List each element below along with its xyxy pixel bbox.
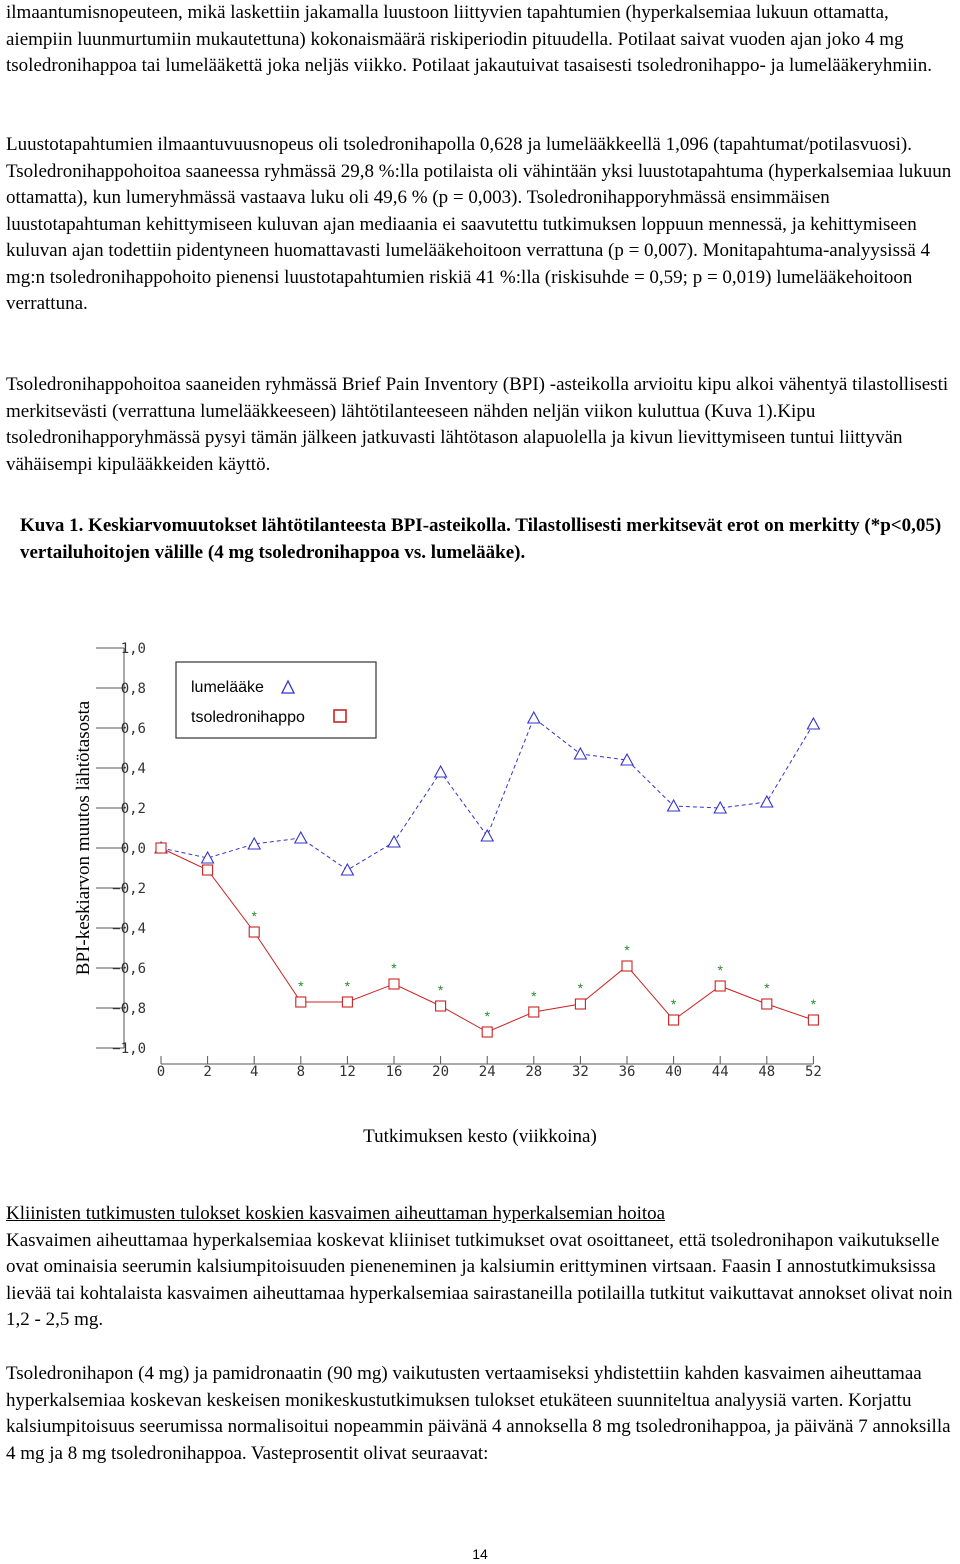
- x-axis-label: Tutkimuksen kesto (viikkoina): [363, 1126, 597, 1147]
- x-tick-label: 32: [571, 1064, 589, 1080]
- significance-asterisk: *: [484, 1008, 490, 1024]
- significance-asterisk: *: [670, 996, 677, 1012]
- x-tick-label: 36: [618, 1064, 636, 1080]
- y-tick-label: −0,2: [112, 881, 146, 897]
- point-lumelaake: [761, 796, 773, 807]
- clinical-section: [6, 1201, 956, 1334]
- point-lumelaake: [341, 864, 353, 875]
- x-tick-label: 40: [665, 1064, 683, 1080]
- x-tick-label: 52: [804, 1064, 822, 1080]
- x-tick-label: 28: [525, 1064, 543, 1080]
- point-lumelaake: [435, 766, 447, 777]
- y-tick-label: 1,0: [120, 641, 146, 657]
- x-tick-label: 4: [249, 1064, 259, 1080]
- series-line-tsoledronihappo: [161, 848, 813, 1032]
- point-tsoledronihappo: [622, 961, 632, 971]
- point-tsoledronihappo: [482, 1027, 492, 1037]
- point-lumelaake: [481, 830, 493, 841]
- point-tsoledronihappo: [156, 843, 166, 853]
- y-tick-label: −0,6: [112, 961, 146, 977]
- page-number: 14: [472, 1546, 488, 1562]
- bpi-chart: [0, 620, 960, 1160]
- significance-asterisk: *: [810, 996, 817, 1012]
- significance-asterisk: *: [531, 988, 537, 1004]
- y-tick-label: 0,8: [120, 681, 146, 697]
- point-tsoledronihappo: [249, 927, 259, 937]
- point-tsoledronihappo: [436, 1001, 446, 1011]
- point-lumelaake: [807, 718, 819, 729]
- clinical-heading: Kliinisten tutkimusten tulokset koskien kasvaimen aiheuttaman hyperkalsemian hoitoa: [6, 1203, 666, 1224]
- y-tick-label: 0,2: [120, 801, 146, 817]
- y-axis-label: BPI-keskiarvon muutos lähtötasosta: [73, 700, 94, 976]
- x-tick-label: 0: [156, 1064, 166, 1080]
- skeletal-events-paragraph: Luustotapahtumien ilmaantuvuusnopeus oli tsoledronihapolla 0,628 ja lumelääkkeellä 1,096 (tapahtumat/potilasvuosi). Tsoledronihappohoitoa saaneessa ryhmässä 29,8 %:lla potilaista oli vähintään yksi luustotapahtuma (hyperkalsemiaa lukuun ottamatta), kun lumeryhmässä vastaava luku oli 49,6 % (p = 0,003). Tsoledronihapporyhmässä ensimmäisen luustotapahtuman kehittymiseen kuluvan ajan mediaania ei saavutettu tutkimuksen loppuun mennessä, ja kehittymiseen kuluvan ajan todettiin pidentyneen huomattavasti lumelääkehoitoon verrattuna (p = 0,007). Monitapahtuma-analyysissä 4 mg:n tsoledronihappohoito pienensi luustotapahtumien riskiä 41 %:lla (riskisuhde = 0,59; p = 0,019) lumelääkehoitoon verrattuna.: [6, 134, 952, 314]
- y-tick-label: −0,4: [112, 921, 146, 937]
- point-tsoledronihappo: [715, 981, 725, 991]
- x-tick-label: 12: [338, 1064, 356, 1080]
- y-tick-label: −0,8: [112, 1001, 146, 1017]
- x-tick-label: 24: [478, 1064, 496, 1080]
- significance-asterisk: *: [298, 978, 304, 994]
- y-tick-label: 0,6: [120, 721, 146, 737]
- point-lumelaake: [295, 832, 307, 843]
- point-tsoledronihappo: [342, 997, 352, 1007]
- significance-asterisk: *: [717, 962, 723, 978]
- x-tick-label: 48: [758, 1064, 776, 1080]
- x-tick-label: 44: [711, 1064, 729, 1080]
- point-tsoledronihappo: [296, 997, 306, 1007]
- significance-asterisk: *: [251, 908, 257, 924]
- significance-asterisk: *: [764, 980, 770, 996]
- point-tsoledronihappo: [762, 999, 772, 1009]
- x-tick-label: 8: [296, 1064, 306, 1080]
- y-tick-label: 0,0: [120, 841, 146, 857]
- intro-paragraph: ilmaantumisnopeuteen, mikä laskettiin jakamalla luustoon liittyvien tapahtumien (hyperkalsemiaa lukuun ottamatta, aiempiin luunmurtumiin mukautettuna) kokonaismäärä riskiperiodin pituudella. Potilaat saivat vuoden ajan joko 4 mg tsoledronihappoa tai lumelääkettä joka neljäs viikko. Potilaat jakautuivat tasaisesti tsoledronihappo- ja lumelääkeryhmiin.: [6, 2, 932, 76]
- x-tick-label: 2: [203, 1064, 212, 1080]
- legend-box: [176, 662, 376, 738]
- comparison-paragraph: Tsoledronihapon (4 mg) ja pamidronaatin (90 mg) vaikutusten vertaamiseksi yhdistettiin kahden kasvaimen aiheuttamaa hyperkalsemiaa koskevan keskeisen monikeskustutkimuksen tulokset etukäteen suunniteltua analyysiä varten. Korjattu kalsiumpitoisuus seerumissa normalisoitui nopeammin päivänä 4 annoksella 8 mg tsoledronihappoa, ja päivänä 7 annoksilla 4 mg ja 8 mg tsoledronihappoa. Vasteprosentit olivat seuraavat:: [6, 1363, 951, 1464]
- legend-label-lumelaake: lumelääke: [191, 679, 264, 696]
- legend-square-icon: [334, 710, 346, 722]
- significance-asterisk: *: [344, 978, 351, 994]
- y-tick-label: 0,4: [120, 761, 146, 777]
- clinical-paragraph: Kasvaimen aiheuttamaa hyperkalsemiaa koskevat kliiniset tutkimukset ovat osoittaneet, että tsoledronihapon vaikutukselle ovat ominaisia seerumin kalsiumpitoisuuden pieneneminen ja kalsiumin erittyminen virtsaan. Faasin I annostutkimuksissa lievää tai kohtalaista kasvaimen aiheuttamaa hyperkalsemiaa sairastaneilla potilailla tutkitut vaikuttavat annokset olivat noin 1,2 - 2,5 mg.: [6, 1229, 953, 1330]
- point-lumelaake: [574, 748, 586, 759]
- point-tsoledronihappo: [389, 979, 399, 989]
- point-tsoledronihappo: [203, 865, 213, 875]
- x-tick-label: 20: [432, 1064, 450, 1080]
- x-tick-label: 16: [385, 1064, 403, 1080]
- point-lumelaake: [388, 836, 400, 847]
- point-tsoledronihappo: [808, 1015, 818, 1025]
- significance-asterisk: *: [624, 942, 630, 958]
- significance-asterisk: *: [391, 960, 397, 976]
- point-tsoledronihappo: [669, 1015, 679, 1025]
- point-tsoledronihappo: [529, 1007, 539, 1017]
- bpi-paragraph: Tsoledronihappohoitoa saaneiden ryhmässä Brief Pain Inventory (BPI) -asteikolla arvioitu kipu alkoi vähentyä tilastollisesti merkitsevästi (verrattuna lumelääkkeeseen) lähtötilanteeseen nähden neljän viikon kuluttua (Kuva 1).Kipu tsoledronihapporyhmässä pysyi tämän jälkeen jatkuvasti lähtötason alapuolella ja kivun lievittymiseen tuntui liittyvän vähäisempi kipulääkkeiden käyttö.: [6, 374, 949, 475]
- legend-label-tsoledronihappo: tsoledronihappo: [191, 709, 305, 726]
- significance-asterisk: *: [437, 982, 444, 998]
- y-tick-label: −1,0: [112, 1041, 146, 1057]
- significance-asterisk: *: [577, 980, 584, 996]
- figure-caption: Kuva 1. Keskiarvomuutokset lähtötilanteesta BPI-asteikolla. Tilastollisesti merkitsevät erot on merkitty (*p<0,05) vertailuhoitojen välille (4 mg tsoledronihappoa vs. lumelääke).: [20, 515, 942, 563]
- point-lumelaake: [528, 712, 540, 723]
- point-tsoledronihappo: [575, 999, 585, 1009]
